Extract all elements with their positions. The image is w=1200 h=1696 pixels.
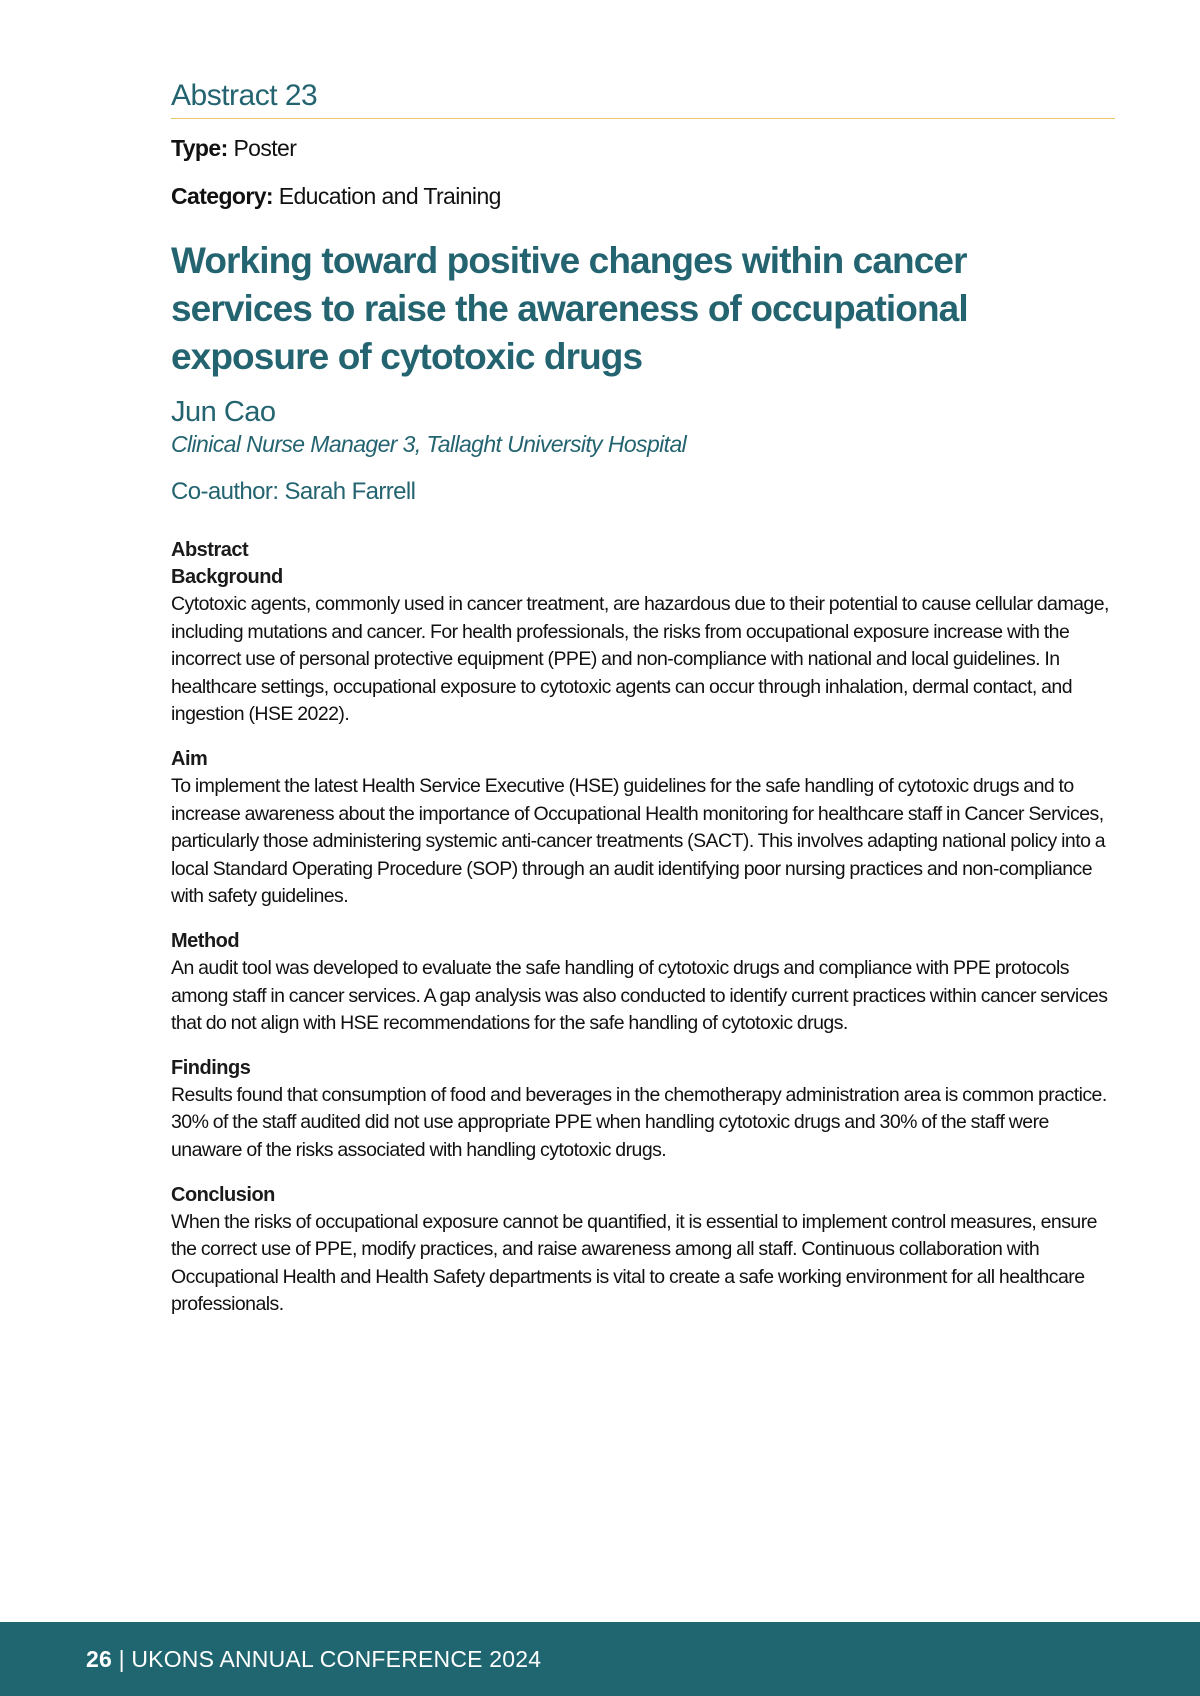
page-number: 26 (86, 1646, 112, 1672)
page-footer (0, 1622, 1200, 1696)
author-name: Jun Cao (171, 396, 276, 428)
section-findings (171, 1054, 1115, 1165)
category-label: Category: (171, 183, 273, 209)
footer-separator: | (111, 1646, 132, 1672)
coauthor: Co-author: Sarah Farrell (171, 478, 416, 505)
type-label: Type: (171, 135, 228, 161)
section-body: Results found that consumption of food and beverages in the chemotherapy administration area is common practice. 30% of the staff audited did not use appropriate PPE when handling cytotoxic drugs and 30% of the staff were unaware of the risks associated with handling cytotoxic drugs. (171, 1083, 1107, 1161)
section-method (171, 927, 1115, 1038)
section-body: An audit tool was developed to evaluate the safe handling of cytotoxic drugs and compliance with PPE protocols among staff in cancer services. A gap analysis was also conducted to identify current practices within cancer services that do not align with HSE recommendations for the safe handling of cytotoxic drugs. (171, 956, 1108, 1035)
abstract-number: Abstract 23 (171, 78, 1115, 119)
category-value: Education and Training (278, 183, 501, 209)
page-content (171, 78, 1115, 1319)
section-heading: Aim (171, 747, 208, 770)
section-body: Cytotoxic agents, commonly used in cancer treatment, are hazardous due to their potential to cause cellular damage, including mutations and cancer. For health professionals, the risks from occupational exposure increase with the incorrect use of personal protective equipment (PPE) and non-compliance with national and local guidelines. In healthcare settings, occupational exposure to cytotoxic agents can occur through inhalation, dermal contact, and ingestion (HSE 2022). (171, 593, 1109, 726)
section-heading: Findings (171, 1056, 251, 1079)
conference-name: UKONS ANNUAL CONFERENCE 2024 (131, 1646, 542, 1672)
section-heading: Background (171, 566, 283, 588)
section-conclusion (171, 1181, 1115, 1319)
author-role: Clinical Nurse Manager 3, Tallaght University Hospital (171, 431, 687, 457)
abstract-title: Working toward positive changes within cancer services to raise the awareness of occupational exposure of cytotoxic drugs (171, 240, 968, 377)
section-heading: Method (171, 929, 240, 952)
type-value: Poster (233, 135, 297, 161)
meta-category (171, 181, 1115, 211)
section-heading: Conclusion (171, 1183, 275, 1206)
abstract-heading: Abstract (171, 539, 249, 561)
section-aim (171, 745, 1115, 911)
meta-type (171, 133, 1115, 163)
section-body: When the risks of occupational exposure cannot be quantified, it is essential to implement control measures, ensure the correct use of PPE, modify practices, and raise awareness among all staff. Continuous collaboration with Occupational Health and Health Safety departments is vital to create a safe working environment for all healthcare professionals. (171, 1210, 1097, 1316)
footer-text (86, 1644, 541, 1674)
section-background (171, 563, 1115, 729)
section-body: To implement the latest Health Service Executive (HSE) guidelines for the safe handling of cytotoxic drugs and to increase awareness about the importance of Occupational Health monitoring for healthcare staff in Cancer Services, particularly those administering systemic anti-cancer treatments (SACT). This involves adapting national policy into a local Standard Operating Procedure (SOP) through an audit identifying poor nursing practices and non-compliance with safety guidelines. (171, 774, 1106, 908)
